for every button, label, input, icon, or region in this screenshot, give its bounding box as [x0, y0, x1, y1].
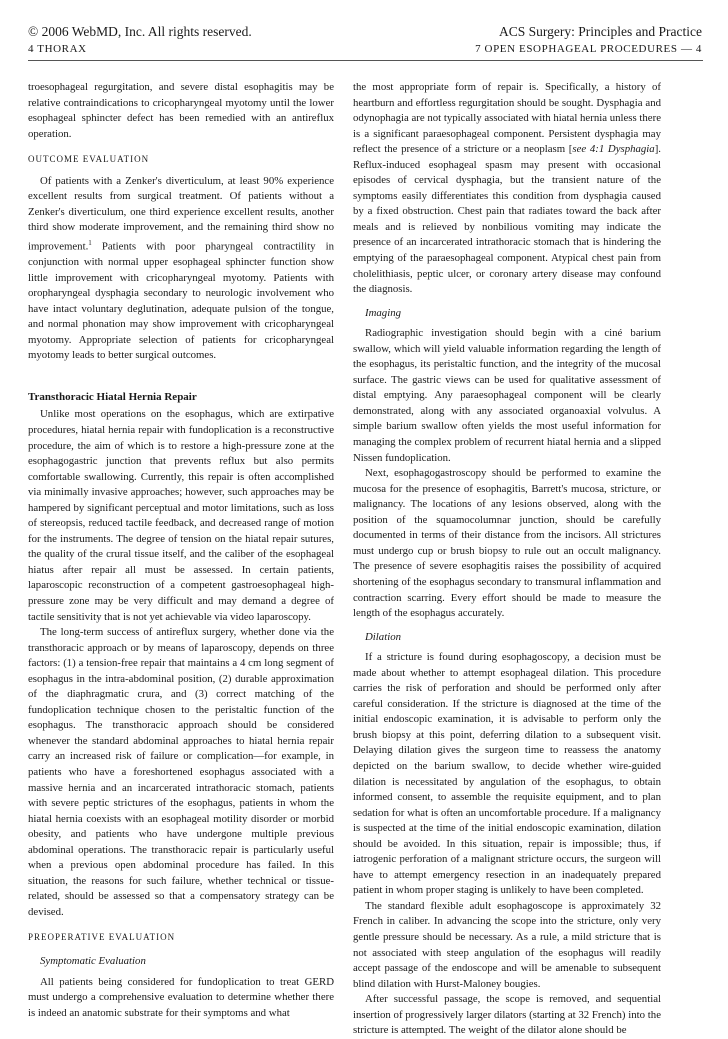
right-column	[353, 80, 661, 1039]
outcome-paragraph: Of patients with a Zenker's diverticulum, at least 90% experience excellent results from surgical treatment. Of patients without a Zenker's diverticulum, one third experience excellent results, another third show moderate improvement, and the remaining third show no improvement.$^1$ Patients with poor pharyngeal contractility in conjunction with normal upper esophageal sphincter function show little improvement with cricopharyngeal myotomy. Patients with oropharyngeal dysphagia secondary to neurologic involvement who have intact voluntary deglutination, adequate pulsion of the tongue, and normal phonation may show improvement with cricopharyngeal myotomy. Appropriate selection of patients for cricopharyngeal myotomy leads to better surgical outcomes.	[28, 174, 334, 362]
intro-paragraph: troesophageal regurgitation, and severe distal esophagitis may be relative contraindications to cricopharyngeal myotomy until the lower esophageal sphincter defect has been remedied with an antireflux operation.	[28, 81, 334, 140]
hiatal-paragraph-1: Unlike most operations on the esophagus, which are extirpative procedures, hiatal hernia repair with fundoplication is a reconstructive procedure, the aim of which is to restore a high-pressure zone at the esophagogastric junction that prevents reflux but also permits comfortable swallowing. Currently, this repair is often accomplished via minimally invasive approaches; however, such approaches may be hampered by significant perceptual and motor limitations, such as loss of stereopsis, reduced tactile feedback, and decreased range of motion for the instruments. The degree of tension on the hiatal repair sutures, the quality of the crural tissue itself, and the caliber of the esophageal hiatus after repair all must be assessed. In certain patients, laparoscopic reconstruction of a competent gastroesophageal high-pressure zone may be very difficult and may demand a degree of tactile sensitivity that is not yet achievable via video laparoscopy.	[28, 408, 334, 623]
hiatal-paragraph-2: The long-term success of antireflux surgery, whether done via the transthoracic approach or by means of laparoscopy, depends on three factors: (1) a tension-free repair that maintains a 4 cm long segment of esophagus in the intra-abdominal position, (2) durable approximation of the diaphragmatic crura, and (3) correct matching of the fundoplication technique chosen to the peristaltic function of the esophagus. The transthoracic approach should be considered whenever the standard abdominal approaches to hiatal hernia repair carry an increased risk of failure or complication—for example, in patients who have a foreshortened esophagus associated with a massive hernia and an incarcerated intrathoracic stomach, patients with severe peptic strictures of the esophagus, patients in whom the hiatal hernia coexists with an esophageal motility disorder or morbid obesity, and patients who have undergone multiple previous abdominal operations. The transthoracic repair is particularly useful when a previous open abdominal procedure has failed. In this situation, the reasons for such failure, whether technical or tissue-related, should be assessed so that a compensatory strategy can be devised.	[28, 626, 334, 918]
reference-marker: 1	[88, 238, 92, 247]
dilation-paragraph-3: After successful passage, the scope is removed, and sequential insertion of progressively larger dilators (starting at 32 French) into the stricture is attempted. The weight of the dilator alone should be	[353, 993, 661, 1037]
dilation-paragraph-2: The standard flexible adult esophagoscope is approximately 32 French in caliber. In advancing the scope into the stricture, only very gentle pressure should be necessary. As a rule, a mild stricture that is not associated with steep angulation of the esophagus will readily accept passage of the endoscope and will be amenable to subsequent blind dilation with Hurst-Maloney bougies.	[353, 899, 661, 990]
outcome-evaluation-heading: OUTCOME EVALUATION	[28, 154, 150, 165]
imaging-heading: Imaging	[365, 306, 401, 319]
symptomatic-evaluation-heading: Symptomatic Evaluation	[40, 955, 146, 968]
chapter-label: 7 OPEN ESOPHAGEAL PROCEDURES — 4	[475, 43, 702, 55]
book-title: ACS Surgery: Principles and Practice	[499, 24, 702, 39]
hiatal-hernia-heading: Transthoracic Hiatal Hernia Repair	[28, 390, 197, 403]
left-column	[28, 80, 334, 1021]
copyright-notice: © 2006 WebMD, Inc. All rights reserved.	[28, 24, 252, 39]
dilation-heading: Dilation	[365, 630, 401, 643]
header-rule	[28, 60, 703, 61]
preoperative-evaluation-heading: PREOPERATIVE EVALUATION	[28, 932, 176, 943]
symptomatic-paragraph: All patients being considered for fundoplication to treat GERD must undergo a comprehensive evaluation to determine whether there is indeed an anatomic substrate for their symptoms and what	[28, 975, 334, 1019]
imaging-paragraph-2: Next, esophagogastroscopy should be performed to examine the mucosa for the presence of esophagitis, Barrett's mucosa, stricture, or malignancy. The locations of any lesions observed, along with the position of the squamocolumnar junction, should be carefully documented in terms of their distance from the incisors. All strictures must undergo cup or brush biopsy to rule out an occult malignancy. The presence of severe esophagitis raises the possibility of acquired shortening of the esophagus secondary to transmural inflammation and contraction scarring. Every effort should be made to measure the length of the esophagus accurately.	[353, 467, 661, 620]
imaging-paragraph-1: Radiographic investigation should begin with a ciné barium swallow, which will yield valuable information regarding the length of the esophagus, its peristaltic function, and the integrity of the mucosal surface. The gastric views can be used for qualitative assessment of distal emptying. Any paraesophageal component will be clearly demonstrated, along with any associated organoaxial volvulus. A simple barium swallow often yields the most useful information for managing the complex problem of recurrent hiatal hernia and a slipped Nissen fundoplication.	[353, 327, 661, 464]
dilation-paragraph-1: If a stricture is found during esophagoscopy, a decision must be made about whether to attempt esophageal dilation. This procedure carries the risk of perforation and should be performed only after careful consideration. If the stricture is diagnosed at the time of the initial endoscopic examination, it is advisable to perform only the brush biopsy at this point, deferring dilation to a subsequent visit. Delaying dilation gives the surgeon time to reassess the anatomy depicted on the barium swallow, to decide whether wire-guided dilation is necessitated by angulation of the esophagus, to obtain informed consent, to assemble the requisite equipment, and to plan sedation for what is often an uncomfortable procedure. If a malignancy is suspected at the time of the initial endoscopic examination, dilation should be avoided. In this situation, repair is impossible; thus, if iatrogenic perforation of a malignant stricture occurs, the surgeon will have to attempt emergency resection in an inadequately prepared patient in whom proper staging is unlikely to have been completed.	[353, 651, 661, 897]
cross-reference: see 4:1 Dysphagia	[572, 143, 655, 156]
section-label: 4 THORAX	[28, 43, 87, 55]
history-paragraph: the most appropriate form of repair is. Specifically, a history of heartburn and effortless regurgitation should be sought. Dysphagia and odynophagia are not typically associated with hiatal hernia unless there is a significant paraesophageal component. Persistent dysphagia may reflect the presence of a stricture or a neoplasm [see 4:1 Dysphagia]. Reflux-induced esophageal spasm may present with occasional episodes of cervical dysphagia, but the transient nature of the symptoms easily differentiates this condition from dysphagia caused by a fixed obstruction. Chest pain that radiates toward the back after meals and is relieved by nonbilious vomiting may indicate the presence of an incarcerated intrathoracic stomach that is hindering the emptying of the paraesophageal component. Atypical chest pain from cholelithiasis, peptic ulcer, or coronary artery disease may confound the diagnosis.	[353, 81, 661, 296]
